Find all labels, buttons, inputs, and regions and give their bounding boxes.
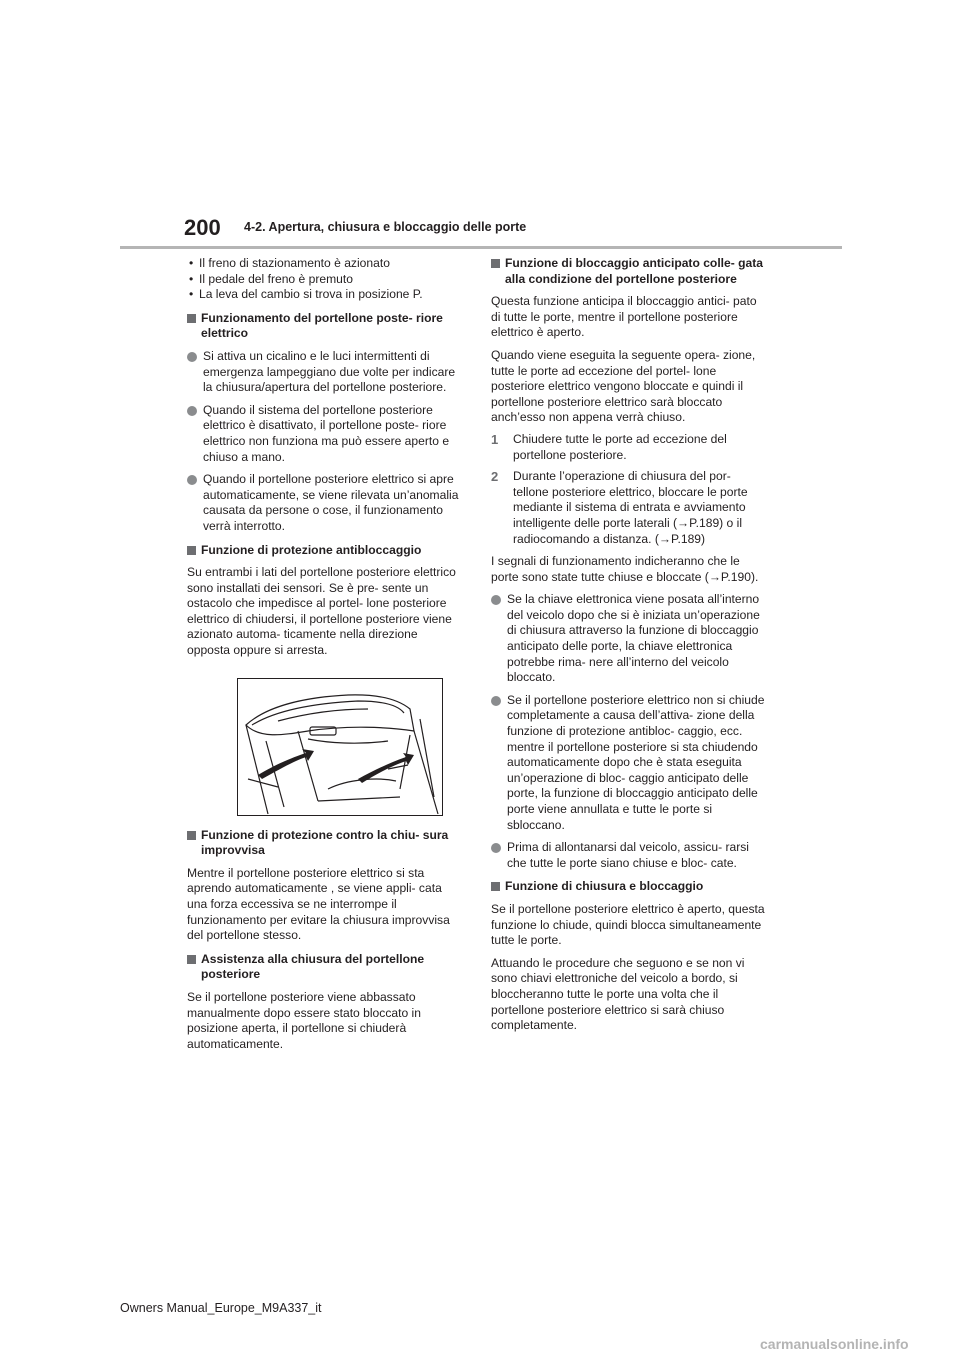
paragraph: Questa funzione anticipa il bloccaggio antici- pato di tutte le porte, mentre il portellone posteriore elettrico è aperto.	[491, 294, 757, 340]
square-bullet-icon	[187, 955, 196, 964]
heading-power-tailgate: Funzionamento del portellone poste- riore elettrico	[187, 311, 462, 342]
square-bullet-icon	[187, 831, 196, 840]
left-column	[187, 256, 462, 1052]
section-title: 4-2. Apertura, chiusura e bloccaggio delle porte	[244, 220, 527, 234]
bullet-item: • Il freno di stazionamento è azionato	[187, 256, 462, 272]
dot-item: Si attiva un cicalino e le luci intermittenti di emergenza lampeggiano due volte per indicare la chiusura/apertura del portellone posteriore.	[187, 349, 462, 396]
circle-bullet-icon	[187, 475, 197, 485]
paragraph: Quando viene eseguita la seguente opera- zione, tutte le porte ad eccezione del portel- lone posteriore elettrico vengono bloccate e quindi il portellone posteriore elettrico sarà bloccato anch’esso non appena verrà chiuso.	[491, 347, 756, 425]
circle-bullet-icon	[491, 843, 501, 853]
bullet-item: • Il pedale del freno è premuto	[187, 272, 462, 288]
circle-bullet-icon	[491, 595, 501, 605]
watermark: carmanualsonline.info	[760, 1336, 909, 1352]
heading-jam-protection: Funzione di protezione antibloccaggio	[187, 543, 462, 559]
paragraph: Attuando le procedure che seguono e se non vi sono chiavi elettroniche del veicolo a bordo, si bloccheranno tutte le porte una volta che il portellone posteriore elettrico si sarà chiuso completamente.	[491, 955, 745, 1033]
heading-close-and-lock: Funzione di chiusura e bloccaggio	[491, 879, 766, 895]
heading-early-lock: Funzione di bloccaggio anticipato colle- gata alla condizione del portellone posteriore	[491, 256, 766, 287]
square-bullet-icon	[491, 882, 500, 891]
circle-bullet-icon	[187, 352, 197, 362]
paragraph: I segnali di funzionamento indicheranno che le porte sono state tutte chiuse e bloccate (→P.190).	[491, 554, 759, 584]
step-item: 1 Chiudere tutte le porte ad eccezione del portellone posteriore.	[491, 431, 727, 462]
page-number: 200	[184, 215, 221, 240]
square-bullet-icon	[187, 546, 196, 555]
circle-bullet-icon	[187, 406, 197, 416]
square-bullet-icon	[187, 314, 196, 323]
dot-item: Quando il sistema del portellone posteriore elettrico è disattivato, il portellone poste- riore elettrico non funziona ma può essere aperto e chiuso a mano.	[187, 403, 462, 465]
heading-sudden-closing: Funzione di protezione contro la chiu- sura improvvisa	[187, 828, 462, 859]
dot-item: Quando il portellone posteriore elettrico si apre automaticamente, se viene rilevata un’anomalia causata da persone o cose, il funzionamento verrà interrotto.	[187, 472, 462, 534]
footer-text: Owners Manual_Europe_M9A337_it	[120, 1301, 322, 1315]
dot-item: Se la chiave elettronica viene posata all’interno del veicolo dopo che si è iniziata un’operazione di chiusura attraverso la funzione di bloccaggio anticipato delle porte, la chiave elettronica potrebbe rima- nere all’interno del veicolo bloccato.	[491, 592, 766, 686]
right-column	[491, 256, 766, 1034]
paragraph: Se il portellone posteriore viene abbassato manualmente dopo essere stato bloccato in posizione aperta, il portellone si chiuderà automaticamente.	[187, 990, 421, 1051]
paragraph: Mentre il portellone posteriore elettrico si sta aprendo automaticamente , se viene appli- cata una forza eccessiva se ne interrompe il funzionamento per evitare la chiusura improvvisa del portellone stesso.	[187, 865, 450, 943]
tailgate-illustration-svg	[238, 679, 442, 815]
heading-closing-assist: Assistenza alla chiusura del portellone posteriore	[187, 952, 462, 983]
tailgate-sensor-illustration	[237, 678, 443, 816]
paragraph: Se il portellone posteriore elettrico è aperto, questa funzione lo chiude, quindi blocca simultaneamente tutte le porte.	[491, 901, 765, 948]
dot-item: Se il portellone posteriore elettrico non si chiude completamente a causa dell’attiva- zione della funzione di protezione antibloc- caggio, ecc. mentre il portellone posteriore si sta chiudendo automaticamente dopo che è stata eseguita un’operazione di bloc- caggio anticipato delle porte, la funzione di bloccaggio anticipato delle porte viene annullata e tutte le porte si sbloccano.	[491, 693, 766, 833]
circle-bullet-icon	[491, 696, 501, 706]
paragraph: Su entrambi i lati del portellone posteriore elettrico sono installati dei sensori. Se è pre- sente un ostacolo che impedisce al portel- lone posteriore elettrico di chiudersi, il portellone posteriore viene azionato automa- ticamente nella direzione opposta oppure si arresta.	[187, 565, 456, 658]
square-bullet-icon	[491, 259, 500, 268]
dot-item: Prima di allontanarsi dal veicolo, assicu- rarsi che tutte le porte siano chiuse e bloc- cate.	[491, 840, 766, 871]
bullet-item: • La leva del cambio si trova in posizione P.	[187, 287, 462, 303]
step-item: 2 Durante l’operazione di chiusura del por- tellone posteriore elettrico, bloccare le porte mediante il sistema di entrata e avviamento intelligente delle porte laterali (→P.189) o il radiocomando a distanza. (→P.189)	[491, 469, 748, 546]
